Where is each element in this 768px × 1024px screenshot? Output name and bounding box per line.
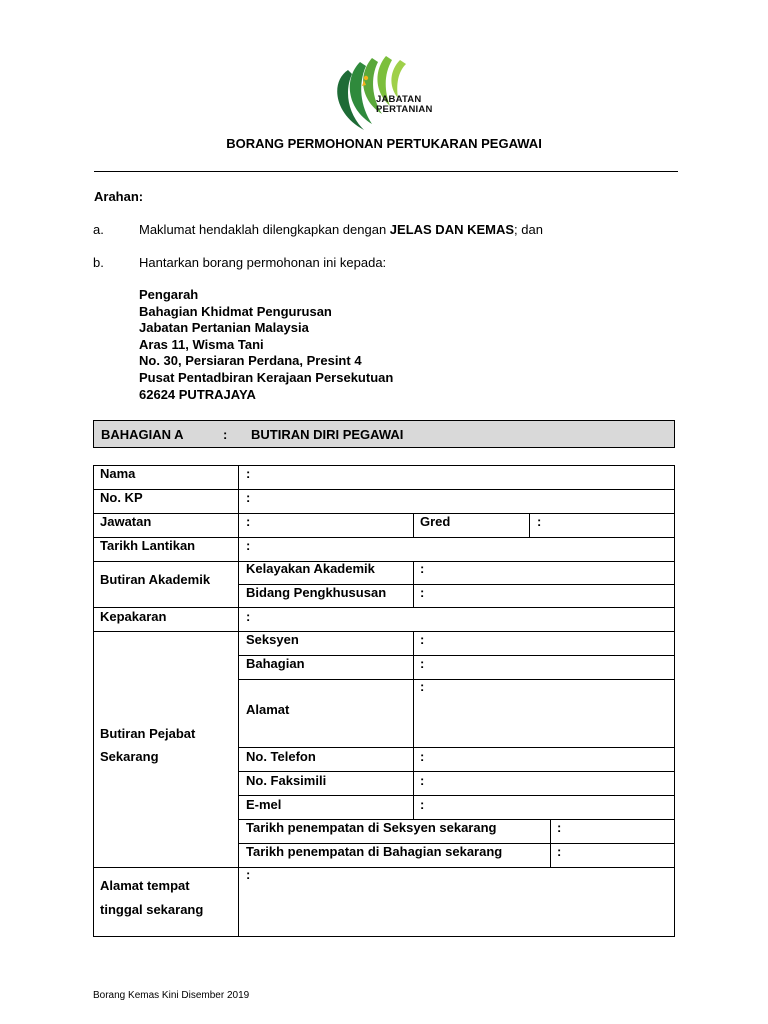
colon: :	[420, 656, 425, 671]
label-butiran-pejabat-sekarang: Sekarang	[100, 749, 159, 764]
colon: :	[246, 514, 251, 529]
colon: :	[557, 820, 562, 835]
label-nama: Nama	[100, 466, 136, 481]
tarikh-bahagian-field[interactable]	[567, 844, 670, 866]
bidang-pengkhususan-field[interactable]	[430, 585, 670, 606]
label-tarikh-lantikan: Tarikh Lantikan	[100, 538, 196, 553]
address-line: No. 30, Persiaran Perdana, Presint 4	[139, 353, 362, 369]
bahagian-field[interactable]	[430, 656, 670, 678]
address-line: Pusat Pentadbiran Kerajaan Persekutuan	[139, 369, 394, 385]
label-bahagian: Bahagian	[246, 656, 305, 671]
instructions-heading: Arahan:	[94, 189, 144, 204]
address-line: Bahagian Khidmat Pengurusan	[139, 303, 332, 319]
instruction-a-marker: a.	[93, 222, 104, 237]
colon: :	[420, 585, 425, 600]
tarikh-seksyen-field[interactable]	[567, 820, 670, 842]
seksyen-field[interactable]	[430, 632, 670, 654]
label-seksyen: Seksyen	[246, 632, 299, 647]
colon: :	[420, 632, 425, 647]
colon: :	[420, 749, 425, 764]
label-gred: Gred	[420, 514, 451, 529]
label-emel: E-mel	[246, 797, 282, 812]
jawatan-field[interactable]	[256, 514, 410, 536]
instruction-b-marker: b.	[93, 255, 104, 270]
gred-field[interactable]	[546, 514, 670, 536]
no-kp-field[interactable]	[256, 490, 670, 512]
label-kepakaran: Kepakaran	[100, 609, 167, 624]
address-line: Aras 11, Wisma Tani	[139, 336, 264, 352]
colon: :	[557, 844, 562, 859]
colon: :	[420, 773, 425, 788]
label-no-telefon: No. Telefon	[246, 749, 316, 764]
label-tarikh-seksyen: Tarikh penempatan di Seksyen sekarang	[246, 820, 497, 835]
emel-field[interactable]	[430, 797, 670, 818]
label-jawatan: Jawatan	[100, 514, 152, 529]
label-no-kp: No. KP	[100, 490, 143, 505]
no-telefon-field[interactable]	[430, 749, 670, 770]
colon: :	[246, 867, 251, 882]
label-tarikh-bahagian: Tarikh penempatan di Bahagian sekarang	[246, 844, 503, 859]
footer-note: Borang Kemas Kini Disember 2019	[93, 990, 250, 1001]
label-alamat-tinggal-sekarang: tinggal sekarang	[100, 902, 204, 917]
address-line: Jabatan Pertanian Malaysia	[139, 320, 309, 336]
colon: :	[420, 561, 425, 576]
colon: :	[246, 609, 251, 624]
address-line: 62624 PUTRAJAYA	[139, 386, 256, 402]
kepakaran-field[interactable]	[256, 609, 670, 630]
colon: :	[246, 466, 251, 481]
kelayakan-akademik-field[interactable]	[430, 562, 670, 583]
no-faksimili-field[interactable]	[430, 773, 670, 794]
colon: :	[246, 490, 251, 505]
instruction-b-text: Hantarkan borang permohonan ini kepada:	[139, 255, 387, 270]
nama-field[interactable]	[256, 466, 670, 488]
form-title: BORANG PERMOHONAN PERTUKARAN PEGAWAI	[226, 136, 542, 151]
label-alamat-tinggal: Alamat tempat	[100, 878, 190, 893]
colon: :	[420, 797, 425, 812]
alamat-pejabat-field[interactable]	[430, 680, 670, 746]
section-a-separator: :	[223, 427, 228, 442]
label-kelayakan-akademik: Kelayakan Akademik	[246, 561, 375, 576]
label-alamat: Alamat	[246, 702, 290, 717]
colon: :	[246, 538, 251, 553]
address-line: Pengarah	[139, 287, 199, 302]
label-butiran-pejabat: Butiran Pejabat	[100, 726, 196, 741]
tarikh-lantikan-field[interactable]	[256, 538, 670, 560]
colon: :	[420, 679, 425, 694]
section-a-title: BUTIRAN DIRI PEGAWAI	[251, 427, 404, 442]
alamat-tinggal-field[interactable]	[256, 869, 670, 933]
logo-text: JABATAN PERTANIAN	[376, 94, 433, 115]
label-butiran-akademik: Butiran Akademik	[100, 572, 211, 587]
label-bidang-pengkhususan: Bidang Pengkhususan	[246, 585, 387, 600]
section-a-label: BAHAGIAN A	[101, 427, 184, 442]
instruction-a-text: Maklumat hendaklah dilengkapkan dengan JELAS DAN KEMAS; dan	[139, 222, 543, 237]
colon: :	[537, 514, 542, 529]
label-no-faksimili: No. Faksimili	[246, 773, 327, 788]
